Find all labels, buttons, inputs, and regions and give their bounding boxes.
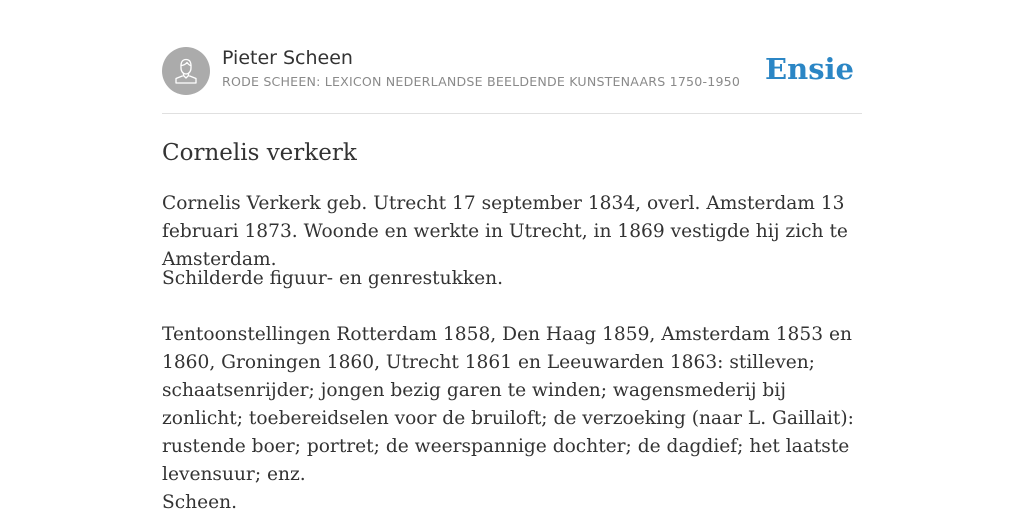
article-paragraph: Tentoonstellingen Rotterdam 1858, Den Haag 1859, Amsterdam 1853 en 1860, Groningen 1860, Utrecht 1861 en Leeuwarden 1863: stilleven; schaatsenrijder; jongen bezig garen te winden; wagensmederij bij zonlicht; toebereidselen voor de bruiloft; de verzoeking (naar L. Gaillait): rustende boer; portret; de weerspannige dochter; de dagdief; het laatste levensuur; enz. xyxy=(162,324,854,485)
header-divider xyxy=(162,113,862,114)
author-avatar[interactable] xyxy=(162,47,210,95)
author-header xyxy=(162,46,862,96)
ensie-logo[interactable]: Ensie xyxy=(765,52,854,86)
author-name[interactable]: Pieter Scheen xyxy=(222,47,353,69)
article-title: Cornelis verkerk xyxy=(162,140,357,166)
article-paragraph: Schilderde figuur- en genrestukken. xyxy=(162,268,504,289)
user-icon xyxy=(173,57,199,85)
source-title[interactable]: RODE SCHEEN: LEXICON NEDERLANDSE BEELDENDE KUNSTENAARS 1750-1950 xyxy=(222,74,741,89)
article-source-note: Scheen. xyxy=(162,492,238,512)
article-paragraph: Cornelis Verkerk geb. Utrecht 17 september 1834, overl. Amsterdam 13 februari 1873. Woonde en werkte in Utrecht, in 1869 vestigde hij zich te Amsterdam. xyxy=(162,193,848,270)
